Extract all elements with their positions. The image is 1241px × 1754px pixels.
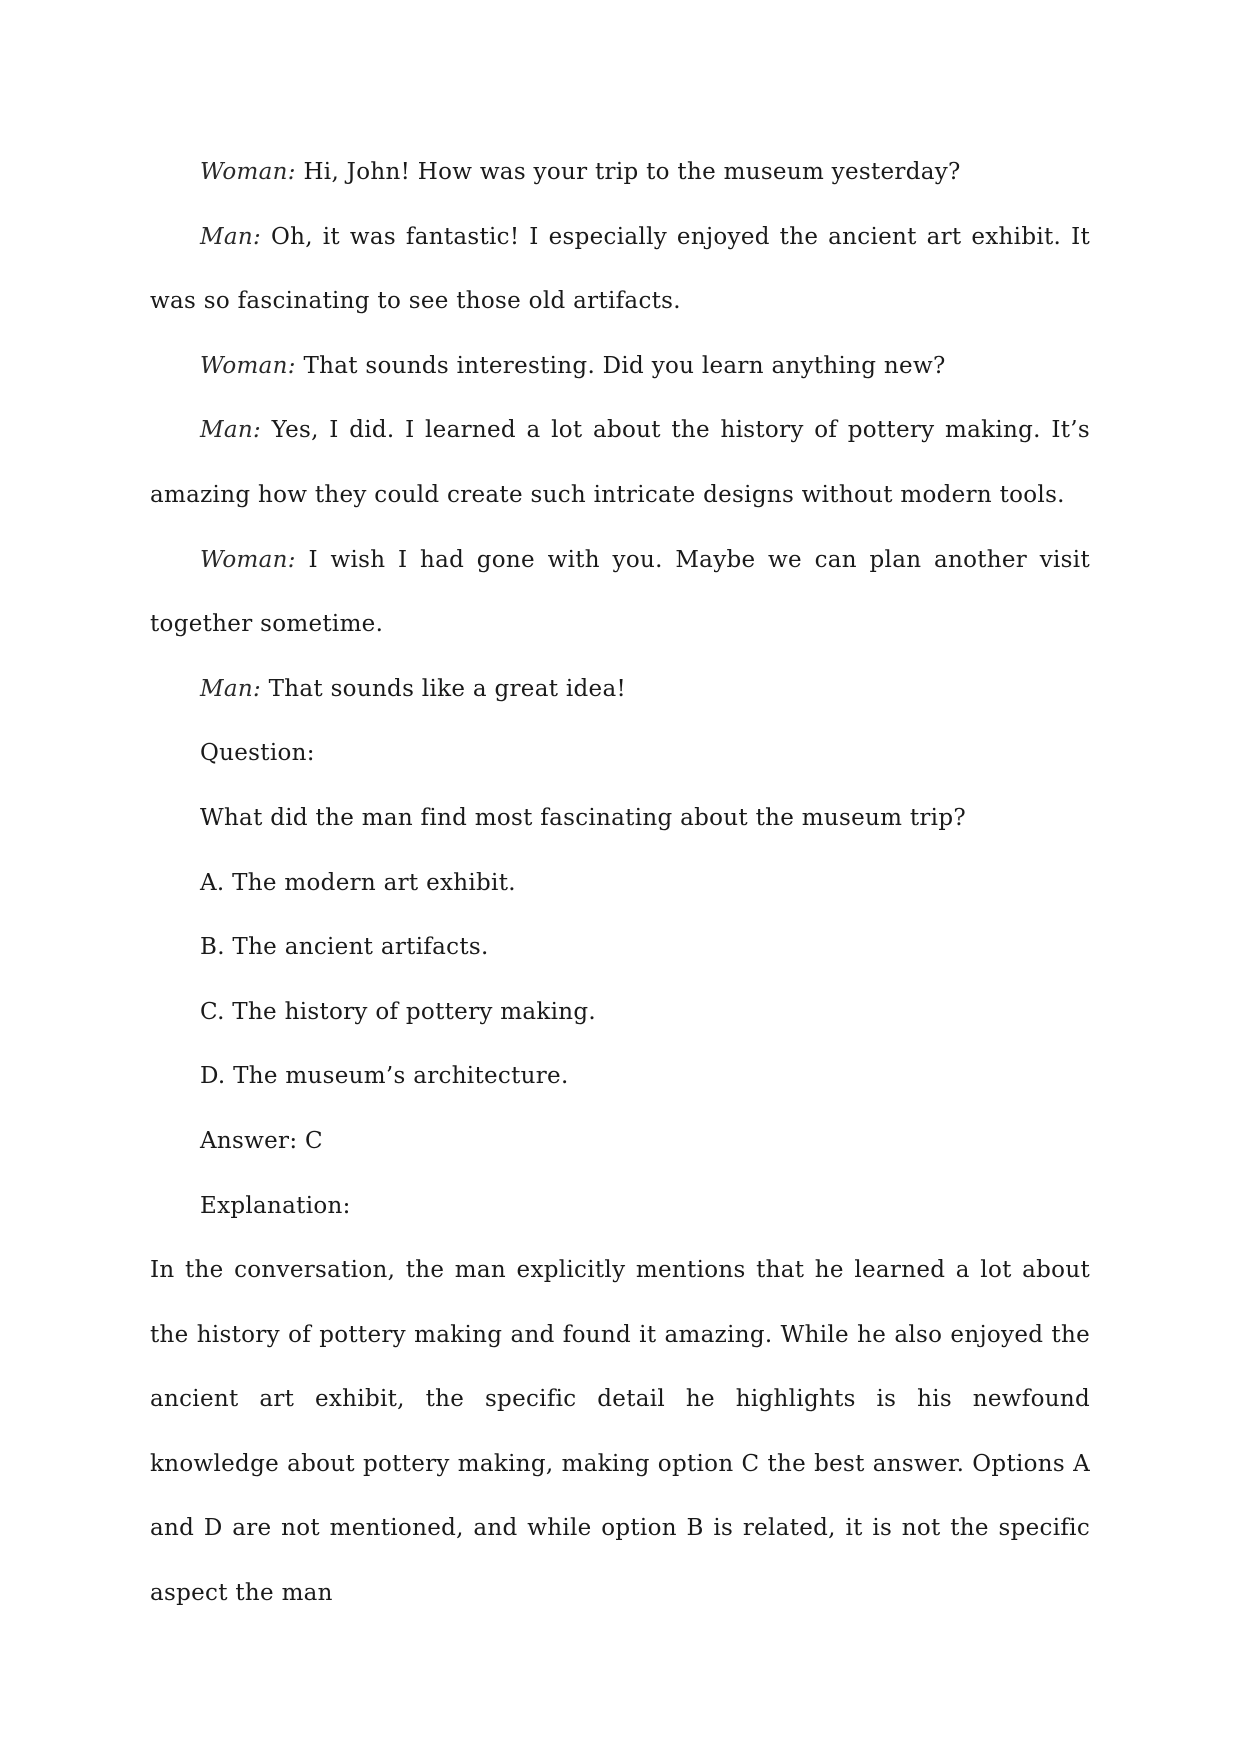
dialogue-line-2 bbox=[150, 205, 1090, 334]
speaker-label: Man: bbox=[200, 223, 262, 250]
dialogue-text: Oh, it was fantastic! I especially enjoyed the ancient art exhibit. It was so fascinating to see those old artifacts. bbox=[150, 223, 1090, 315]
option-d: D. The museum’s architecture. bbox=[200, 1063, 569, 1090]
document-body bbox=[150, 140, 1090, 1626]
dialogue-line-5 bbox=[150, 528, 1090, 657]
dialogue-line-1 bbox=[150, 140, 1090, 205]
question-label: Question: bbox=[200, 740, 315, 767]
explanation-text: In the conversation, the man explicitly mentions that he learned a lot about the history of pottery making and found it amazing. While he also enjoyed the ancient art exhibit, the specific detail he highlights is his newfound knowledge about pottery making, making option C the best answer. Options A and D are not mentioned, and while option B is related, it is not the specific aspect the man bbox=[150, 1257, 1090, 1607]
option-c: C. The history of pottery making. bbox=[200, 998, 597, 1025]
question-text: What did the man find most fascinating about the museum trip? bbox=[200, 804, 966, 831]
option-b: B. The ancient artifacts. bbox=[200, 934, 489, 961]
dialogue-line-6 bbox=[150, 657, 1090, 722]
dialogue-line-4 bbox=[150, 398, 1090, 527]
dialogue-text: That sounds interesting. Did you learn anything new? bbox=[303, 352, 946, 379]
speaker-label: Man: bbox=[200, 675, 262, 702]
dialogue-line-3 bbox=[150, 334, 1090, 399]
option-a: A. The modern art exhibit. bbox=[200, 869, 516, 896]
dialogue-text: That sounds like a great idea! bbox=[268, 675, 627, 702]
dialogue-text: Hi, John! How was your trip to the museum yesterday? bbox=[303, 159, 961, 185]
dialogue-text: I wish I had gone with you. Maybe we can plan another visit together sometime. bbox=[150, 546, 1090, 638]
answer-line: Answer: C bbox=[200, 1127, 323, 1154]
speaker-label: Woman: bbox=[200, 352, 296, 379]
explanation-label: Explanation: bbox=[200, 1192, 351, 1219]
speaker-label: Woman: bbox=[200, 546, 296, 573]
dialogue-text: Yes, I did. I learned a lot about the history of pottery making. It’s amazing how they could create such intricate designs without modern tools. bbox=[150, 417, 1090, 508]
speaker-label: Man: bbox=[200, 417, 262, 444]
speaker-label: Woman: bbox=[200, 159, 296, 185]
